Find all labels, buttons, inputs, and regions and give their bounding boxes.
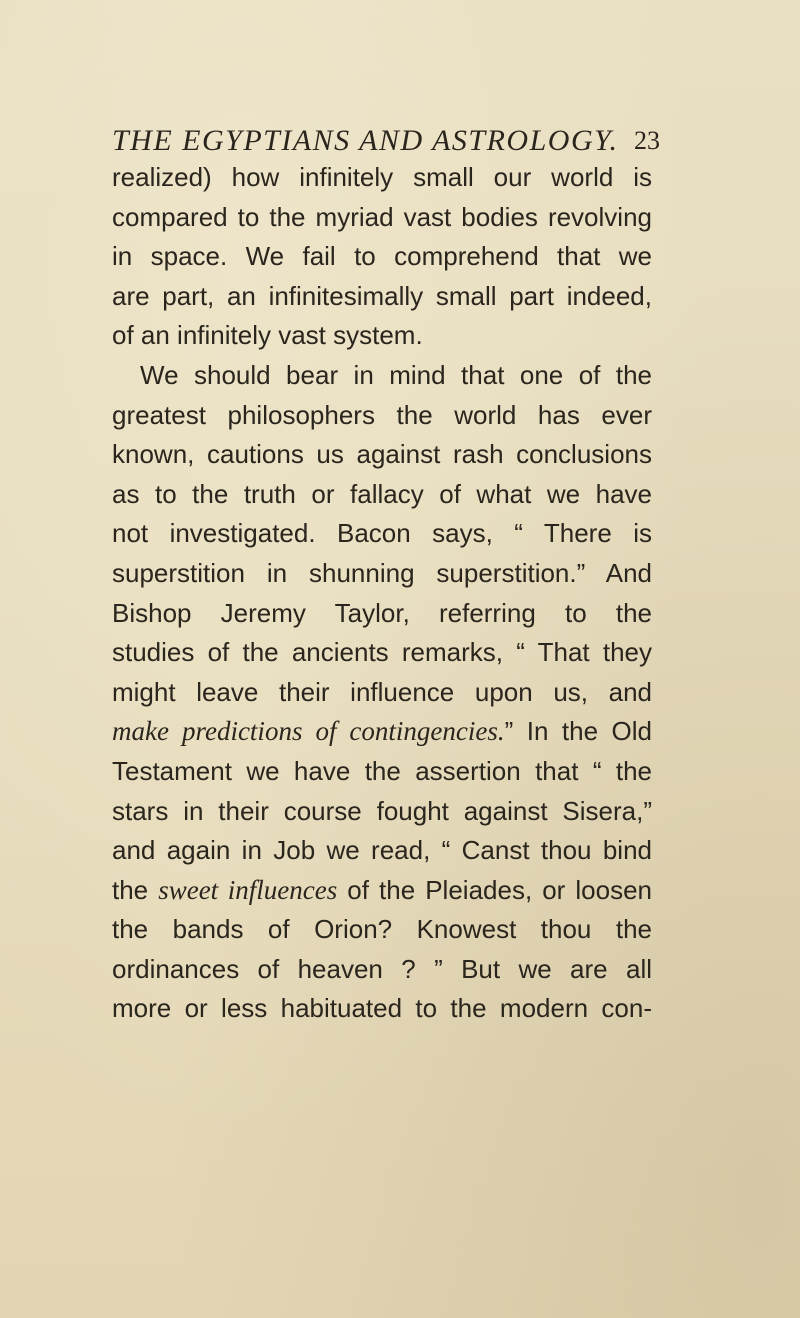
text-line: more or less habituated to the modern con- bbox=[112, 993, 652, 1024]
text-segment: the bbox=[112, 874, 159, 905]
text-line bbox=[112, 712, 652, 752]
text-line: ordinances of heaven ? ” But we are all bbox=[112, 953, 652, 984]
text-line bbox=[112, 871, 652, 911]
paragraph-start-line: We should bear in mind that one of the bbox=[140, 359, 652, 390]
text-line: not investigated. Bacon says, “ There is bbox=[112, 518, 652, 549]
italic-phrase: sweet influences bbox=[158, 874, 338, 905]
page-number: 23 bbox=[634, 126, 660, 155]
text-line: known, cautions us against rash conclusions bbox=[112, 439, 652, 470]
text-line: studies of the ancients remarks, “ That they bbox=[112, 637, 652, 668]
italic-phrase: make predictions of contingencies. bbox=[112, 716, 505, 747]
text-line: in space. We fail to comprehend that we bbox=[112, 241, 652, 272]
text-segment: ” In the Old bbox=[504, 716, 652, 747]
text-line: compared to the myriad vast bodies revolving bbox=[112, 201, 652, 232]
text-line: stars in their course fought against Sisera,” bbox=[112, 795, 652, 826]
text-line: might leave their influence upon us, and bbox=[112, 676, 652, 707]
text-line: Testament we have the assertion that “ the bbox=[112, 755, 652, 786]
text-line: and again in Job we read, “ Canst thou bind bbox=[112, 835, 652, 866]
text-line: superstition in shunning superstition.” And bbox=[112, 557, 652, 588]
text-line: Bishop Jeremy Taylor, referring to the bbox=[112, 597, 652, 628]
text-line: are part, an infinitesimally small part indeed, bbox=[112, 280, 652, 311]
text-line: the bands of Orion? Knowest thou the bbox=[112, 914, 652, 945]
page-header bbox=[112, 120, 660, 162]
text-line: as to the truth or fallacy of what we have bbox=[112, 478, 652, 509]
running-title: THE EGYPTIANS AND ASTROLOGY. bbox=[112, 124, 619, 157]
text-segment: of the Pleiades, or loosen bbox=[337, 874, 653, 905]
body-text bbox=[112, 158, 652, 1029]
text-line: of an infinitely vast system. bbox=[112, 320, 423, 351]
text-line: realized) how infinitely small our world is bbox=[112, 162, 652, 192]
text-line: greatest philosophers the world has ever bbox=[112, 399, 652, 430]
